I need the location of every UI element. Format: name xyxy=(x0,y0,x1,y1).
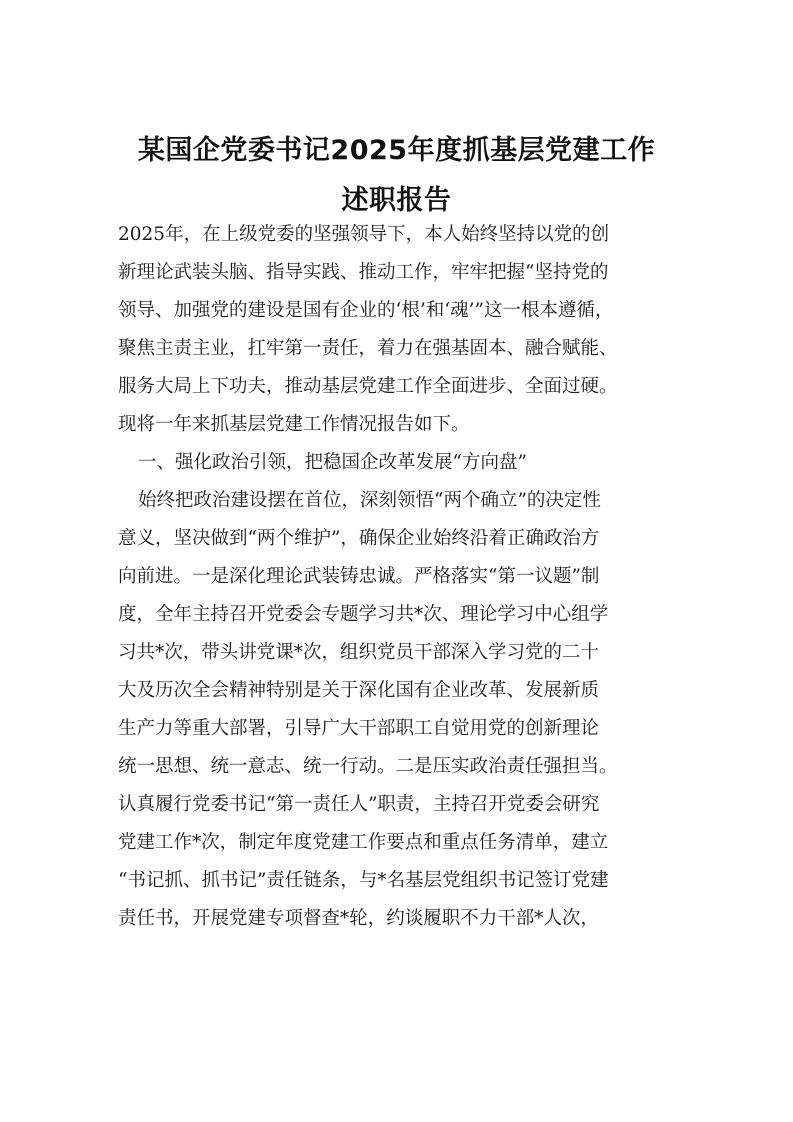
section-heading-1: 一、强化政治引领，把稳国企改革发展“方向盘” xyxy=(138,452,527,473)
body-line-4: 聚焦主责主业，扛牢第一责任，着力在强基固本、融合赋能、 xyxy=(118,338,618,359)
body-line-12: 习共*次，带头讲党课*次，组织党员干部深入学习党的二十 xyxy=(118,642,600,663)
body-line-8: 始终把政治建设摆在首位，深刻领悟“两个确立”的决定性 xyxy=(138,490,601,511)
document-title-line-1: 某国企党委书记2025年度抓基层党建工作 xyxy=(137,135,656,166)
body-line-2: 新理论武装头脑、指导实践、推动工作，牢牢把握“坚持党的 xyxy=(118,262,609,283)
body-line-15: 统一思想、统一意志、统一行动。二是压实政治责任强担当。 xyxy=(118,756,618,777)
body-line-10: 向前进。一是深化理论武装铸忠诚。严格落实“第一议题”制 xyxy=(118,566,600,587)
body-line-5: 服务大局上下功夫，推动基层党建工作全面进步、全面过硬。 xyxy=(118,376,618,397)
body-line-6: 现将一年来抓基层党建工作情况报告如下。 xyxy=(118,414,470,435)
body-line-13: 大及历次全会精神特别是关于深化国有企业改革、发展新质 xyxy=(118,680,600,701)
body-line-1: 2025年，在上级党委的坚强领导下，本人始终坚持以党的创 xyxy=(118,224,610,245)
body-line-11: 度，全年主持召开党委会专题学习共*次、理论学习中心组学 xyxy=(118,604,609,625)
body-line-3: 领导、加强党的建设是国有企业的‘根’和‘魂’”这一根本遵循， xyxy=(118,300,614,321)
body-line-19: 责任书，开展党建专项督查*轮，约谈履职不力干部*人次， xyxy=(118,908,600,929)
body-line-18: “书记抓、抓书记”责任链条，与*名基层党组织书记签订党建 xyxy=(118,870,609,891)
document-title-line-2: 述职报告 xyxy=(341,185,452,216)
body-line-17: 党建工作*次，制定年度党建工作要点和重点任务清单，建立 xyxy=(118,832,609,853)
body-line-9: 意义，坚决做到“两个维护”，确保企业始终沿着正确政治方 xyxy=(118,528,600,549)
body-line-16: 认真履行党委书记“第一责任人”职责，主持召开党委会研究 xyxy=(118,794,600,815)
body-line-14: 生产力等重大部署，引导广大干部职工自觉用党的创新理论 xyxy=(118,718,600,739)
